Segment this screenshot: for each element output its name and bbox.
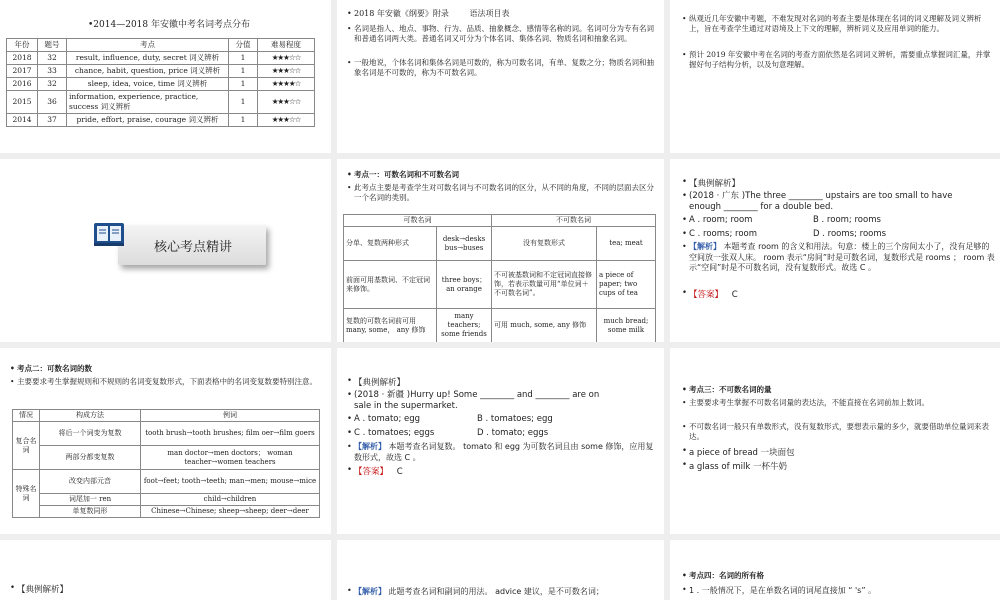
point-paragraph: • 主要要求考生掌握不可数名词量的表达法，不能直接在名词前加上数词。 xyxy=(682,398,995,408)
option-d[interactable]: D . rooms; rooms xyxy=(813,229,887,239)
noun-countability: • 一般地说，个体名词和集体名词是可数的，称为可数名词，有单、复数之分；物质名词和抽象名词是不可数的，称为不可数名词。 xyxy=(347,58,659,78)
table-row xyxy=(13,506,320,518)
example-heading: • 【典例解析】 xyxy=(10,583,68,595)
analysis-paragraph: • 纵观近几年安徽中考题，不难发现对名词的考查主要是体现在名词的词义理解及词义辨析上，旨在考查学生通过对语境及上下文的理解，辨析词义及应用单词的能力。 xyxy=(682,14,995,34)
question-text xyxy=(347,390,662,412)
table-cell: 前面可用基数词、不定冠词来修饰。 xyxy=(344,261,437,309)
year-cell: 2016 xyxy=(7,78,38,91)
option-c[interactable]: • C . tomatoes; eggs xyxy=(347,428,434,438)
slide-exam-analysis[interactable] xyxy=(670,0,1000,153)
question-cell: 33 xyxy=(38,65,67,78)
answer-block xyxy=(682,288,738,300)
method-cell: 单复数同形 xyxy=(40,506,141,518)
score-cell: 1 xyxy=(229,91,258,114)
category-cell: 特殊名词 xyxy=(13,470,40,518)
point-title: • 考点三：不可数名词的量 xyxy=(682,385,772,395)
question-cell: 37 xyxy=(38,114,67,127)
point-cell: sleep, idea, voice, time 词义辨析 xyxy=(67,78,229,91)
table-header: 情况 xyxy=(13,410,40,422)
example-cell: child→children xyxy=(141,494,320,506)
table-row xyxy=(7,52,315,65)
table-row xyxy=(344,227,656,261)
point-cell: pride, effort, praise, courage 词义辨析 xyxy=(67,114,229,127)
analysis-text: 本题考查 room 的含义和用法。句意：楼上的三个房间太小了，没有足够的空间放一张双人床。 room 表示“房间”时是可数名词，复数形式是 rooms ； room 表示“空间”时是不可数名词，没有复数形式。故选 C 。 xyxy=(689,242,995,272)
example-cell: man doctor→men doctors； woman teacher→women teachers xyxy=(141,446,320,470)
table-cell: 可用 much, some, any 修饰 xyxy=(492,309,597,343)
point-intro: • 主要要求考生掌握规则和不规则的名词变复数形式，下面表格中的名词变复数要特别注意。 xyxy=(10,377,327,387)
table-row xyxy=(7,78,315,91)
analysis-text: 本题考查名词复数。 tomato 和 egg 为可数名词且由 some 修饰，应用复数形式，故选 C 。 xyxy=(354,442,654,462)
table-row xyxy=(344,261,656,309)
table-cell: much bread; some milk xyxy=(597,309,656,343)
option-c[interactable]: • C . rooms; room xyxy=(682,229,757,239)
slide-point-two[interactable] xyxy=(0,348,331,534)
table-cell: 不可被基数词和不定冠词直接修饰，若表示数量可用“单位词＋不可数名词”。 xyxy=(492,261,597,309)
score-cell: 1 xyxy=(229,114,258,127)
table-row xyxy=(344,309,656,343)
option-b[interactable]: B . tomatoes; egg xyxy=(477,414,553,424)
analysis-text: 此题考查名词和副词的用法。 advice 建议，是不可数名词； xyxy=(388,587,604,596)
slide-example-one[interactable] xyxy=(670,159,1000,342)
table-header: 构成方法 xyxy=(40,410,141,422)
question-text xyxy=(682,191,997,213)
method-cell: 两部分都变复数 xyxy=(40,446,141,470)
question-line: • (2018 · 广东 )The three ________ upstairs are too small to have xyxy=(689,191,953,201)
analysis-block xyxy=(347,441,660,463)
difficulty-cell: ★★★☆☆ xyxy=(258,114,315,127)
syllabus-table-name: 语法项目表 xyxy=(469,9,510,18)
difficulty-cell: ★★★☆☆ xyxy=(258,52,315,65)
year-cell: 2018 xyxy=(7,52,38,65)
table-cell: desk→desks bus→buses xyxy=(437,227,492,261)
question-cell: 36 xyxy=(38,91,67,114)
table-row xyxy=(13,494,320,506)
slide-point-one[interactable] xyxy=(337,159,664,342)
slide-example-three[interactable] xyxy=(0,540,331,600)
option-b[interactable]: B . room; rooms xyxy=(813,215,881,225)
slide-section-banner[interactable] xyxy=(0,159,331,342)
category-cell: 复合名词 xyxy=(13,422,40,470)
example-phrase: • a piece of bread 一块面包 xyxy=(682,446,795,458)
book-icon xyxy=(92,219,128,249)
option-d[interactable]: D . tomato; eggs xyxy=(477,428,549,438)
table-cell: three boys；an orange xyxy=(437,261,492,309)
table-header: 分值 xyxy=(229,39,258,52)
question-line: sale in the supermarket. xyxy=(354,401,458,411)
table-cell: 没有复数形式 xyxy=(492,227,597,261)
question-line: enough ________ for a double bed. xyxy=(689,202,834,212)
point-paragraph: • 不可数名词一般只有单数形式，没有复数形式，要想表示量的多少，就要借助单位量词来表达。 xyxy=(682,422,995,442)
point-title: • 考点四：名词的所有格 xyxy=(682,571,764,581)
slide-exam-distribution[interactable] xyxy=(0,0,331,153)
question-cell: 32 xyxy=(38,52,67,65)
method-cell: 词尾加一 ren xyxy=(40,494,141,506)
difficulty-cell: ★★★☆☆ xyxy=(258,91,315,114)
table-header: 考点 xyxy=(67,39,229,52)
table-row xyxy=(7,91,315,114)
year-cell: 2015 xyxy=(7,91,38,114)
table-cell: a piece of paper; two cups of tea xyxy=(597,261,656,309)
example-cell: Chinese→Chinese; sheep→sheep; deer→deer xyxy=(141,506,320,518)
answer-label: 【答案】 xyxy=(689,290,724,300)
table-header: 不可数名词 xyxy=(492,215,656,227)
table-title: •2014—2018 年安徽中考名词考点分布 xyxy=(88,20,250,30)
question-cell: 32 xyxy=(38,78,67,91)
slide-syllabus[interactable] xyxy=(337,0,664,153)
distribution-table xyxy=(6,38,315,127)
analysis-block xyxy=(347,586,660,597)
year-cell: 2014 xyxy=(7,114,38,127)
table-cell: many teachers; some friends xyxy=(437,309,492,343)
noun-definition: • 名词是指人、地点、事物、行为、品质、抽象概念、感情等名称的词。名词可分为专有名词和普通名词两大类。普通名词又可分为个体名词、集体名词、物质名词和抽象名词。 xyxy=(347,24,659,44)
table-row xyxy=(13,422,320,446)
answer-block xyxy=(347,465,403,477)
option-a[interactable]: • A . room; room xyxy=(682,215,752,225)
point-cell: result, influence, duty, secret 词义辨析 xyxy=(67,52,229,65)
option-a[interactable]: • A . tomato; egg xyxy=(347,414,420,424)
slide-point-four[interactable] xyxy=(670,540,1000,600)
score-cell: 1 xyxy=(229,65,258,78)
example-phrase: • a glass of milk 一杯牛奶 xyxy=(682,460,787,472)
example-cell: foot→feet; tooth→teeth; man→men; mouse→mice xyxy=(141,470,320,494)
syllabus-line xyxy=(347,9,659,20)
table-row xyxy=(13,446,320,470)
table-header: 难易程度 xyxy=(258,39,315,52)
method-cell: 改变内部元音 xyxy=(40,470,141,494)
question-line: • (2018 · 新疆 )Hurry up! Some ________ and ________ are on xyxy=(354,390,600,400)
answer-label: 【答案】 xyxy=(354,467,389,477)
example-heading: • 【典例解析】 xyxy=(682,177,740,189)
table-header: 年份 xyxy=(7,39,38,52)
example-heading: • 【典例解析】 xyxy=(347,376,405,388)
score-cell: 1 xyxy=(229,78,258,91)
analysis-label: 【解析】 xyxy=(354,442,386,451)
slide-point-three[interactable] xyxy=(670,348,1000,534)
method-cell: 将后一个词变为复数 xyxy=(40,422,141,446)
table-row xyxy=(7,114,315,127)
table-row xyxy=(7,65,315,78)
answer-value: C xyxy=(396,467,403,477)
point-cell: information, experience, practice, success 词义辨析 xyxy=(67,91,229,114)
prediction-paragraph: • 预计 2019 年安徽中考在名词的考查方面依然是名词词义辨析，需要重点掌握词汇量，并掌握好句子结构分析，以及句意理解。 xyxy=(682,50,995,70)
analysis-block xyxy=(682,242,995,274)
point-paragraph: • 1 . 一般情况下，是在单数名词的词尾直接加 “ 's” 。 xyxy=(682,585,876,596)
banner-title: 核心考点精讲 xyxy=(154,240,233,255)
point-cell: chance, habit, question, price 词义辨析 xyxy=(67,65,229,78)
table-cell: 分单、复数两种形式 xyxy=(344,227,437,261)
table-header: 例词 xyxy=(141,410,320,422)
table-cell: 复数的可数名词前可用 many, some， any 修饰 xyxy=(344,309,437,343)
syllabus-source: 2018 年安徽《纲要》附录 xyxy=(354,9,449,18)
slide-example-two[interactable] xyxy=(337,348,664,534)
analysis-label: 【解析】 xyxy=(354,587,386,596)
point-intro: • 此考点主要是考查学生对可数名词与不可数名词的区分，从不同的角度，不同的层面去区分一个名词的类别。 xyxy=(347,183,659,203)
score-cell: 1 xyxy=(229,52,258,65)
section-banner xyxy=(118,225,266,265)
analysis-label: 【解析】 xyxy=(689,242,721,251)
difficulty-cell: ★★★☆☆ xyxy=(258,65,315,78)
difficulty-cell: ★★★★☆ xyxy=(258,78,315,91)
example-cell: tooth brush→tooth brushes; film oer→film goers xyxy=(141,422,320,446)
table-cell: tea; meat xyxy=(597,227,656,261)
table-header: 题号 xyxy=(38,39,67,52)
plural-table xyxy=(12,409,320,518)
answer-value: C xyxy=(731,290,738,300)
point-title: • 考点一：可数名词和不可数名词 xyxy=(347,170,459,180)
countable-table xyxy=(343,214,656,342)
table-row xyxy=(13,470,320,494)
point-title: • 考点二：可数名词的数 xyxy=(10,364,92,374)
table-header: 可数名词 xyxy=(344,215,492,227)
year-cell: 2017 xyxy=(7,65,38,78)
slide-example-three-analysis[interactable] xyxy=(337,540,664,600)
